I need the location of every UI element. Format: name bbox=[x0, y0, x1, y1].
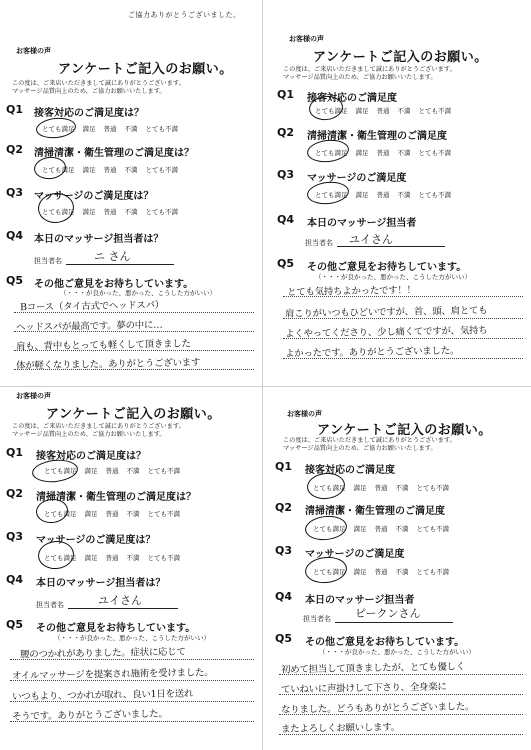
survey-title: アンケートご記入のお願い。 bbox=[313, 50, 488, 65]
q2-text: 清掃清潔・衛生管理のご満足度は？ bbox=[34, 148, 194, 159]
q5-number: Q5 bbox=[277, 257, 295, 270]
comment-line-4: よかったです。ありがとうございました。 bbox=[284, 345, 460, 360]
choice-neutral[interactable]: 普通 bbox=[374, 484, 388, 492]
q1-number: Q1 bbox=[6, 446, 24, 459]
q5-subtext: （・・・が良かった、悪かった、こうした方がいい） bbox=[60, 289, 216, 297]
q2-choices bbox=[44, 509, 180, 518]
choice-very-dissatisfied[interactable]: とても不満 bbox=[147, 554, 180, 562]
choice-neutral[interactable]: 普通 bbox=[103, 125, 117, 133]
choice-satisfied[interactable]: 満足 bbox=[353, 484, 367, 492]
q3-text: マッサージのご満足度は？ bbox=[34, 191, 154, 202]
choice-neutral[interactable]: 普通 bbox=[374, 525, 388, 533]
staff-name-handwritten: ユイさん bbox=[349, 233, 393, 246]
choice-satisfied[interactable]: 満足 bbox=[84, 510, 98, 518]
intro-text bbox=[12, 80, 185, 96]
choice-dissatisfied[interactable]: 不満 bbox=[124, 166, 138, 174]
comment-line-1: 腰のつかれがありました。症状に応じて bbox=[19, 646, 186, 661]
intro-text bbox=[283, 437, 456, 453]
comment-line-2: オイルマッサージを提案され施術を受けました。 bbox=[11, 667, 214, 682]
choice-neutral[interactable]: 普通 bbox=[374, 568, 388, 576]
q1-choices bbox=[42, 124, 178, 133]
q5-subtext: （・・・が良かった、悪かった、こうした方がいい） bbox=[54, 634, 210, 642]
choice-dissatisfied[interactable]: 不満 bbox=[124, 125, 138, 133]
q5-number: Q5 bbox=[6, 618, 24, 631]
choice-dissatisfied[interactable]: 不満 bbox=[395, 484, 409, 492]
choice-neutral[interactable]: 普通 bbox=[376, 191, 390, 199]
thanks-note: ご協力ありがとうございました。 bbox=[128, 11, 241, 19]
q5-text: その他ご意見をお待ちしています。 bbox=[36, 623, 196, 634]
comment-line-4: 体が軽くなりました。ありがとうございます bbox=[15, 357, 201, 372]
q2-choices bbox=[313, 524, 449, 533]
q1-text: 接客対応のご満足度は？ bbox=[34, 108, 144, 119]
choice-dissatisfied[interactable]: 不満 bbox=[397, 149, 411, 157]
q4-text: 本日のマッサージ担当者 bbox=[307, 218, 417, 229]
intro-line-1: この度は、ご来店いただきまして誠にありがとうございます。 bbox=[12, 423, 185, 430]
intro-line-1: この度は、ご来店いただきまして誠にありがとうございます。 bbox=[283, 66, 456, 73]
choice-very-dissatisfied[interactable]: とても不満 bbox=[416, 525, 449, 533]
comment-line-3: いつもより、つかれが取れ、良い1日を送れ bbox=[11, 688, 194, 703]
choice-satisfied[interactable]: 満足 bbox=[355, 191, 369, 199]
q5-text: その他ご意見をお待ちしています。 bbox=[34, 279, 194, 290]
comment-line-1: とても気持ちよかったです！！ bbox=[286, 284, 416, 299]
q4-number: Q4 bbox=[275, 590, 293, 603]
q3-number: Q3 bbox=[277, 168, 295, 181]
q3-choices bbox=[44, 553, 180, 562]
choice-very-dissatisfied[interactable]: とても不満 bbox=[416, 484, 449, 492]
intro-line-1: この度は、ご来店いただきまして誠にありがとうございます。 bbox=[12, 80, 185, 87]
choice-very-dissatisfied[interactable]: とても不満 bbox=[418, 107, 451, 115]
choice-very-satisfied[interactable]: とても満足 bbox=[313, 524, 346, 533]
q1-choices bbox=[315, 106, 451, 115]
q3-text: マッサージのご満足度は？ bbox=[36, 535, 156, 546]
selection-circle bbox=[33, 155, 67, 180]
q5-text: その他ご意見をお待ちしています。 bbox=[305, 637, 465, 648]
comment-line-2: ていねいに声掛けして下さり、全身楽に bbox=[280, 681, 447, 696]
choice-dissatisfied[interactable]: 不満 bbox=[395, 568, 409, 576]
q5-number: Q5 bbox=[6, 274, 24, 287]
q3-choices bbox=[42, 207, 178, 216]
choice-satisfied[interactable]: 満足 bbox=[353, 568, 367, 576]
choice-satisfied[interactable]: 満足 bbox=[82, 166, 96, 174]
q1-number: Q1 bbox=[277, 88, 295, 101]
q1-text: 接客対応のご満足度 bbox=[307, 93, 397, 104]
survey-title: アンケートご記入のお願い。 bbox=[58, 62, 233, 77]
q1-number: Q1 bbox=[6, 103, 24, 116]
choice-very-satisfied[interactable]: とても満足 bbox=[42, 207, 75, 216]
intro-line-2: マッサージ品質向上のため、ご協力お願いいたします。 bbox=[12, 431, 166, 438]
survey-sheet-top-left bbox=[0, 0, 262, 386]
choice-satisfied[interactable]: 満足 bbox=[355, 107, 369, 115]
choice-neutral[interactable]: 普通 bbox=[105, 510, 119, 518]
choice-very-satisfied[interactable]: とても満足 bbox=[313, 567, 346, 576]
q3-text: マッサージのご満足度 bbox=[305, 549, 405, 560]
staff-name-handwritten: ニ さん bbox=[94, 250, 131, 263]
survey-title: アンケートご記入のお願い。 bbox=[46, 407, 221, 422]
intro-line-2: マッサージ品質向上のため、ご協力お願いいたします。 bbox=[283, 74, 437, 81]
choice-very-dissatisfied[interactable]: とても不満 bbox=[147, 467, 180, 475]
choice-very-satisfied[interactable]: とても満足 bbox=[315, 106, 348, 115]
q2-text: 清掃清潔・衛生管理のご満足度は？ bbox=[36, 492, 196, 503]
staff-label: 担当者名 bbox=[36, 601, 64, 609]
choice-satisfied[interactable]: 満足 bbox=[355, 149, 369, 157]
intro-text bbox=[283, 66, 456, 82]
choice-neutral[interactable]: 普通 bbox=[105, 467, 119, 475]
q2-text: 清掃清潔・衛生管理のご満足度 bbox=[305, 506, 445, 517]
comment-line-3: よくやってくださり、少し痛くてですが、気持ち bbox=[284, 325, 488, 340]
staff-name-underline bbox=[335, 622, 453, 623]
choice-neutral[interactable]: 普通 bbox=[376, 107, 390, 115]
choice-neutral[interactable]: 普通 bbox=[103, 208, 117, 216]
q3-number: Q3 bbox=[6, 530, 24, 543]
q1-choices bbox=[313, 483, 449, 492]
intro-line-1: この度は、ご来店いただきまして誠にありがとうございます。 bbox=[283, 437, 456, 444]
q1-number: Q1 bbox=[275, 460, 293, 473]
survey-title: アンケートご記入のお願い。 bbox=[317, 423, 492, 438]
choice-dissatisfied[interactable]: 不満 bbox=[126, 510, 140, 518]
selection-circle bbox=[35, 116, 77, 140]
survey-sheet-top-right bbox=[263, 0, 531, 386]
customer-voice-tag: お客様の声 bbox=[287, 410, 322, 418]
q1-text: 接客対応のご満足度は？ bbox=[36, 451, 146, 462]
q4-text: 本日のマッサージ担当者 bbox=[305, 595, 415, 606]
choice-satisfied[interactable]: 満足 bbox=[353, 525, 367, 533]
q3-number: Q3 bbox=[275, 544, 293, 557]
staff-name-underline bbox=[68, 608, 178, 609]
q4-number: Q4 bbox=[277, 213, 295, 226]
comment-line-4: またよろしくお願いします。 bbox=[280, 721, 400, 736]
q4-number: Q4 bbox=[6, 229, 24, 242]
intro-text bbox=[12, 423, 185, 439]
choice-dissatisfied[interactable]: 不満 bbox=[397, 191, 411, 199]
staff-name-handwritten: ユイさん bbox=[98, 594, 142, 607]
comment-line-4: そうです。ありがとうございました。 bbox=[11, 708, 168, 723]
q4-text: 本日のマッサージ担当者は？ bbox=[36, 578, 166, 589]
choice-neutral[interactable]: 普通 bbox=[376, 149, 390, 157]
survey-sheet-bottom-left bbox=[0, 387, 262, 750]
q5-text: その他ご意見をお待ちしています。 bbox=[307, 262, 467, 273]
customer-voice-tag: お客様の声 bbox=[16, 47, 51, 55]
q4-number: Q4 bbox=[6, 573, 24, 586]
customer-voice-tag: お客様の声 bbox=[16, 392, 51, 400]
choice-very-dissatisfied[interactable]: とても不満 bbox=[416, 568, 449, 576]
choice-very-dissatisfied[interactable]: とても不満 bbox=[418, 149, 451, 157]
choice-very-satisfied[interactable]: とても満足 bbox=[44, 553, 77, 562]
choice-satisfied[interactable]: 満足 bbox=[84, 467, 98, 475]
q2-text: 清掃清潔・衛生管理のご満足度 bbox=[307, 131, 447, 142]
choice-very-dissatisfied[interactable]: とても不満 bbox=[145, 166, 178, 174]
q2-number: Q2 bbox=[6, 487, 24, 500]
q3-choices bbox=[315, 190, 451, 199]
choice-neutral[interactable]: 普通 bbox=[103, 166, 117, 174]
customer-voice-tag: お客様の声 bbox=[289, 35, 324, 43]
choice-neutral[interactable]: 普通 bbox=[105, 554, 119, 562]
q5-subtext: （・・・が良かった、悪かった、こうした方がいい） bbox=[315, 273, 471, 281]
choice-very-satisfied[interactable]: とても満足 bbox=[315, 148, 348, 157]
staff-label: 担当者名 bbox=[303, 615, 331, 623]
comment-line-3: なりました。どうもありがとうございました。 bbox=[280, 701, 475, 716]
q4-text: 本日のマッサージ担当者は？ bbox=[34, 234, 164, 245]
choice-dissatisfied[interactable]: 不満 bbox=[124, 208, 138, 216]
choice-dissatisfied[interactable]: 不満 bbox=[126, 467, 140, 475]
comment-line-3: 肩も、背中もとっても軽くして頂きました bbox=[15, 338, 191, 353]
q2-number: Q2 bbox=[275, 501, 293, 514]
survey-sheet-bottom-right bbox=[263, 387, 531, 750]
q3-number: Q3 bbox=[6, 186, 24, 199]
q5-subtext: （・・・が良かった、悪かった、こうした方がいい） bbox=[319, 648, 475, 656]
comment-line-2: ヘッドスパが最高です。夢の中に… bbox=[15, 319, 163, 334]
choice-very-dissatisfied[interactable]: とても不満 bbox=[145, 208, 178, 216]
q2-choices bbox=[42, 165, 178, 174]
q5-number: Q5 bbox=[275, 632, 293, 645]
q3-text: マッサージのご満足度 bbox=[307, 173, 407, 184]
choice-very-satisfied[interactable]: とても満足 bbox=[44, 466, 77, 475]
comment-line-2: 肩こりがいつもひどいですが、首、頭、肩とても bbox=[284, 305, 488, 320]
choice-very-satisfied[interactable]: とても満足 bbox=[44, 509, 77, 518]
staff-label: 担当者名 bbox=[305, 239, 333, 247]
choice-very-dissatisfied[interactable]: とても不満 bbox=[147, 510, 180, 518]
choice-very-satisfied[interactable]: とても満足 bbox=[42, 124, 75, 133]
choice-very-satisfied[interactable]: とても満足 bbox=[313, 483, 346, 492]
q3-choices bbox=[313, 567, 449, 576]
choice-dissatisfied[interactable]: 不満 bbox=[397, 107, 411, 115]
choice-dissatisfied[interactable]: 不満 bbox=[395, 525, 409, 533]
choice-very-dissatisfied[interactable]: とても不満 bbox=[145, 125, 178, 133]
choice-very-satisfied[interactable]: とても満足 bbox=[42, 165, 75, 174]
staff-label: 担当者名 bbox=[34, 257, 62, 265]
q2-number: Q2 bbox=[6, 143, 24, 156]
intro-line-2: マッサージ品質向上のため、ご協力お願いいたします。 bbox=[12, 88, 166, 95]
comment-line-1: Bコース（タイ古式でヘッドスパ） bbox=[19, 299, 165, 314]
q2-choices bbox=[315, 148, 451, 157]
staff-name-handwritten: ピークンさん bbox=[355, 607, 421, 620]
choice-very-dissatisfied[interactable]: とても不満 bbox=[418, 191, 451, 199]
choice-satisfied[interactable]: 満足 bbox=[82, 125, 96, 133]
choice-satisfied[interactable]: 満足 bbox=[82, 208, 96, 216]
intro-line-2: マッサージ品質向上のため、ご協力お願いいたします。 bbox=[283, 445, 437, 452]
q2-number: Q2 bbox=[277, 126, 295, 139]
selection-circle bbox=[304, 514, 348, 542]
q1-text: 接客対応のご満足度 bbox=[305, 465, 395, 476]
choice-dissatisfied[interactable]: 不満 bbox=[126, 554, 140, 562]
comment-line-1: 初めて担当して頂きましたが、とても優しく bbox=[280, 661, 466, 676]
staff-name-underline bbox=[66, 264, 174, 265]
choice-satisfied[interactable]: 満足 bbox=[84, 554, 98, 562]
q1-choices bbox=[44, 466, 180, 475]
choice-very-satisfied[interactable]: とても満足 bbox=[315, 190, 348, 199]
